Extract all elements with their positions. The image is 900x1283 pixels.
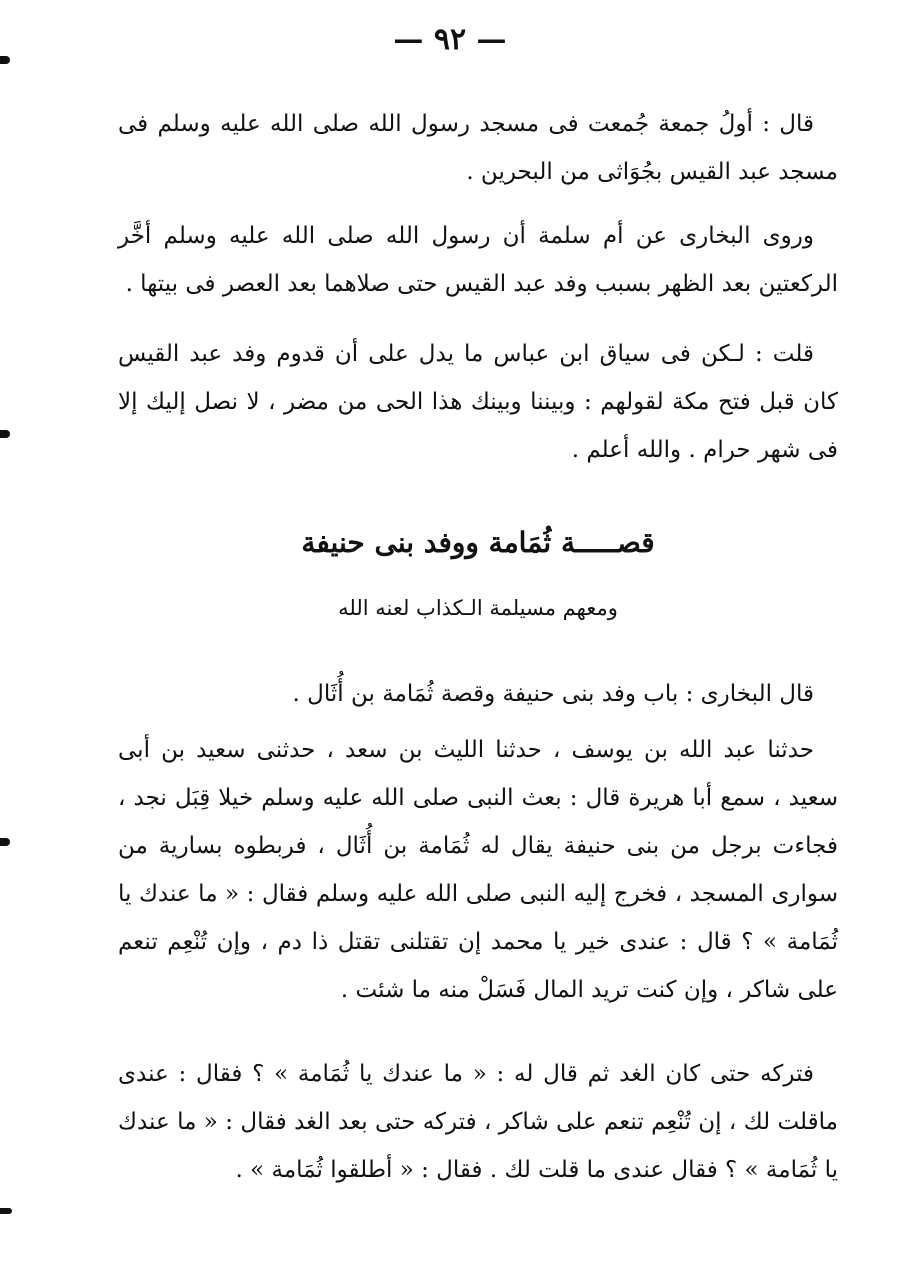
- paragraph-text: وروى البخارى عن أم سلمة أن رسول الله صلى الله عليه وسلم أخَّر الركعتين بعد الظهر بسبب وفد عبد القيس حتى صلاهما بعد العصر فى بيتها .: [118, 223, 838, 297]
- paragraph-text: حدثنا عبد الله بن يوسف ، حدثنا الليث بن سعد ، حدثنى سعيد بن أبى سعيد ، سمع أبا هريرة قال : بعث النبى صلى الله عليه وسلم خيلا قِبَل نجد ، فجاءت برجل من بنى حنيفة يقال له ثُمَامة بن أُثَال ، فربطوه بسارية من سوارى المسجد ، فخرج إليه النبى صلى الله عليه وسلم فقال : « ما عندك يا ثُمَامة » ؟ قال : عندى خير يا محمد إن تقتلنى تقتل ذا دم ، وإن تُنْعِم تنعم على شاكر ، وإن كنت تريد المال فَسَلْ منه ما شئت .: [118, 737, 838, 1003]
- scan-edge-mark: [0, 430, 10, 438]
- paragraph-ibn-abbas-note: [118, 330, 838, 474]
- page-number: — ٩٢ —: [393, 22, 507, 57]
- paragraph-text: قال : أولُ جمعة جُمعت فى مسجد رسول الله صلى الله عليه وسلم فى مسجد عبد القيس بجُوَاثى من البحرين .: [118, 111, 838, 185]
- section-subtitle: ومعهم مسيلمة الـكذاب لعنه الله: [338, 596, 618, 620]
- scan-edge-mark: [0, 1208, 12, 1214]
- paragraph-bukhari-chapter: [118, 670, 838, 718]
- scan-edge-mark: [0, 56, 10, 64]
- paragraph-text: قال البخارى : باب وفد بنى حنيفة وقصة ثُمَامة بن أُثَال .: [292, 681, 814, 707]
- paragraph-text: فتركه حتى كان الغد ثم قال له : « ما عندك يا ثُمَامة » ؟ فقال : عندى ماقلت لك ، إن تُنْعِم تنعم على شاكر ، فتركه حتى بعد الغد فقال : « ما عندك يا ثُمَامة » ؟ فقال عندى ما قلت لك . فقال : « أطلقوا ثُمَامة » .: [118, 1061, 838, 1183]
- section-title: قصـــــة ثُمَامة ووفد بنى حنيفة: [301, 526, 655, 559]
- scan-edge-mark: [0, 838, 10, 846]
- paragraph-hadith-continuation: [118, 1050, 838, 1194]
- paragraph-jumua: [118, 100, 838, 196]
- paragraph-hadith-narration: [118, 726, 838, 1014]
- paragraph-bukhari-umm-salama: [118, 212, 838, 308]
- paragraph-text: قلت : لـكن فى سياق ابن عباس ما يدل على أن قدوم وفد عبد القيس كان قبل فتح مكة لقولهم : وبيننا وبينك هذا الحى من مضر ، لا نصل إليك إلا فى شهر حرام . والله أعلم .: [118, 341, 838, 463]
